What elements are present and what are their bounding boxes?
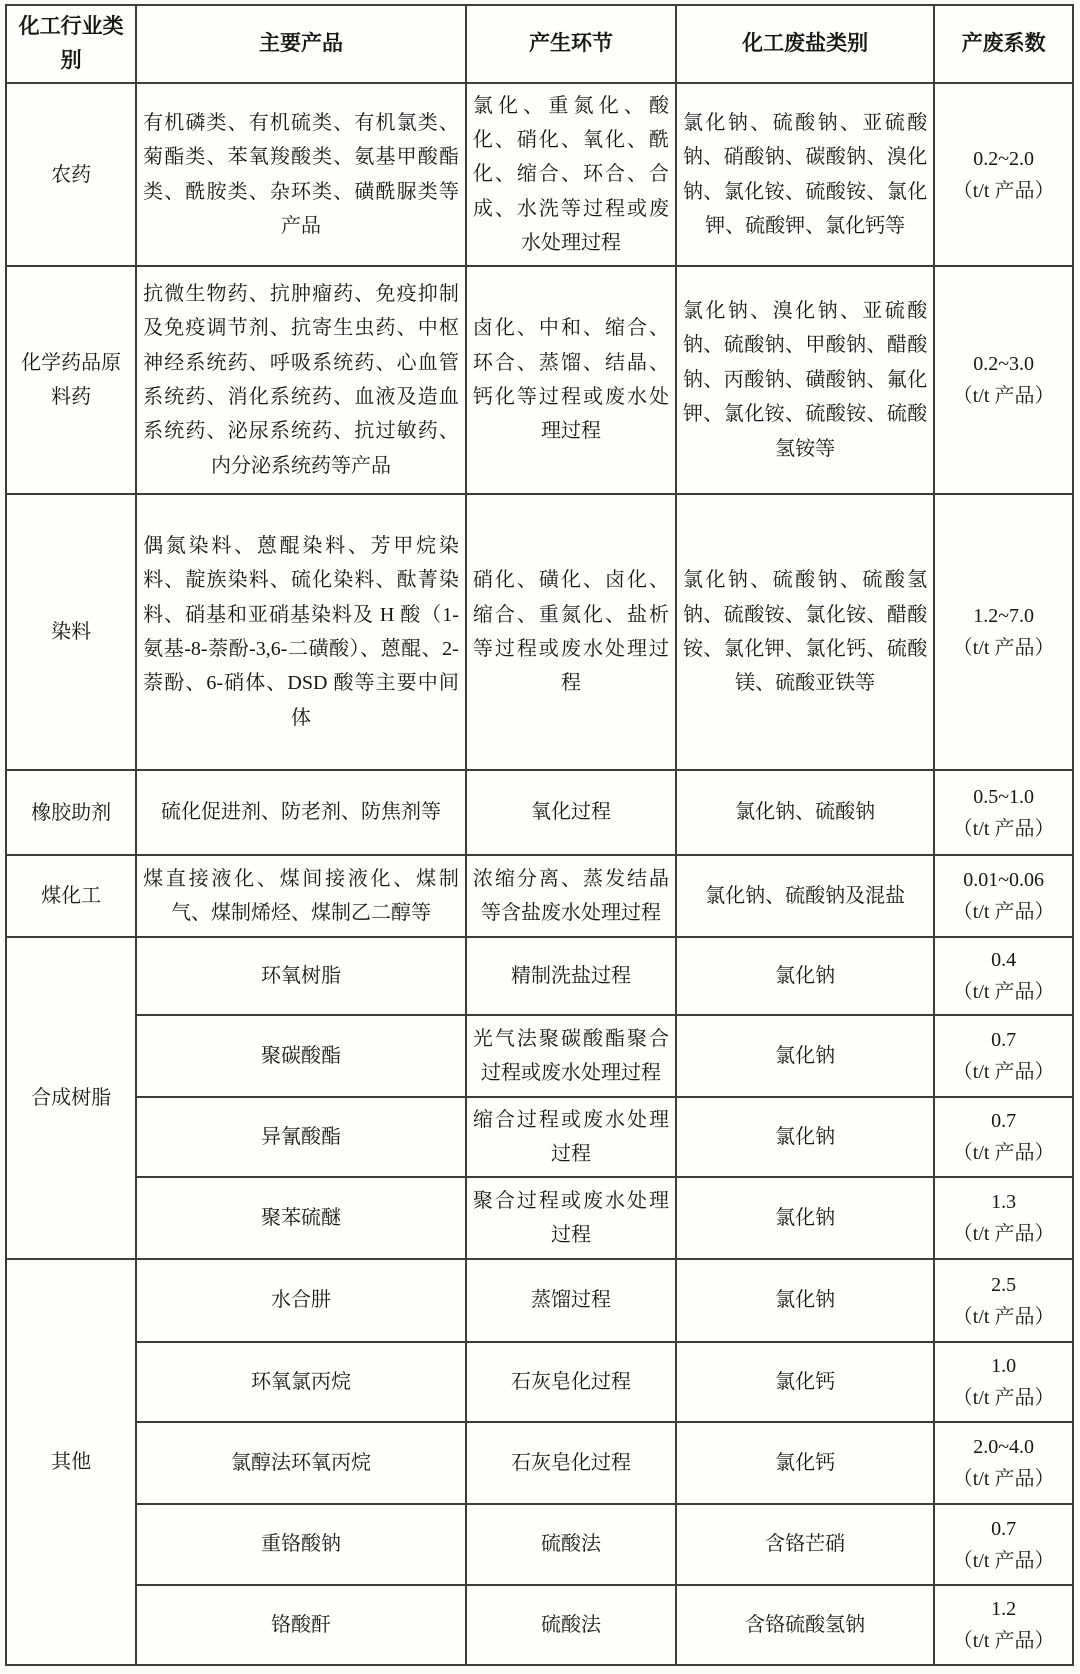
salts-cell: 氯化钠 (676, 1097, 934, 1177)
coefficient-unit: （t/t 产品） (952, 179, 1055, 202)
products-cell: 硫化促进剂、防老剂、防焦剂等 (136, 770, 466, 855)
coefficient-value: 0.01~0.06 (963, 869, 1045, 891)
table-row (6, 1097, 1073, 1177)
table-row (6, 266, 1073, 494)
coefficient-value: 1.2~7.0 (973, 605, 1035, 627)
salts-cell: 含铬芒硝 (676, 1504, 934, 1585)
products-cell: 煤直接液化、煤间接液化、煤制气、煤制烯烃、煤制乙二醇等 (136, 855, 466, 937)
category-other: 其他 (6, 1259, 136, 1665)
stage-cell: 氧化过程 (466, 770, 676, 855)
table-row (6, 1177, 1073, 1259)
category-pharma-api: 化学药品原料药 (6, 266, 136, 494)
coefficient-cell (934, 1504, 1073, 1585)
header-waste-salt-type: 化工废盐类别 (676, 5, 934, 83)
table-row (6, 937, 1073, 1015)
products-cell: 重铬酸钠 (136, 1504, 466, 1585)
coefficient-unit: （t/t 产品） (952, 901, 1055, 923)
table-row (6, 1504, 1073, 1585)
products-cell: 环氧氯丙烷 (136, 1342, 466, 1422)
coefficient-unit: （t/t 产品） (952, 1223, 1055, 1245)
coefficient-cell (934, 1015, 1073, 1097)
salts-cell: 氯化钠、硫酸钠 (676, 770, 934, 855)
products-cell: 铬酸酐 (136, 1585, 466, 1665)
table-row (6, 1422, 1073, 1504)
stage-cell: 缩合过程或废水处理过程 (466, 1097, 676, 1177)
salts-cell: 氯化钠 (676, 1177, 934, 1259)
coefficient-cell (934, 855, 1073, 937)
salts-cell: 氯化钙 (676, 1422, 934, 1504)
coefficient-cell (934, 1177, 1073, 1259)
stage-cell: 精制洗盐过程 (466, 937, 676, 1015)
coefficient-value: 1.2 (991, 1598, 1017, 1620)
chemical-waste-salt-table (5, 4, 1074, 1666)
stage-cell: 卤化、中和、缩合、环合、蒸馏、结晶、钙化等过程或废水处理过程 (466, 266, 676, 494)
salts-cell: 氯化钠、溴化钠、亚硫酸钠、硫酸钠、甲酸钠、醋酸钠、丙酸钠、磺酸钠、氟化钾、氯化铵、硫酸铵、硫酸氢铵等 (676, 266, 934, 494)
products-cell: 偶氮染料、蒽醌染料、芳甲烷染料、靛族染料、硫化染料、酞菁染料、硝基和亚硝基染料及 H 酸（1-氨基-8-萘酚-3,6-二磺酸）、蒽醌、2-萘酚、6-硝体、DSD 酸等主要中间体 (136, 494, 466, 770)
stage-cell: 硫酸法 (466, 1585, 676, 1665)
coefficient-unit: （t/t 产品） (952, 637, 1055, 659)
stage-cell: 硫酸法 (466, 1504, 676, 1585)
coefficient-cell (934, 266, 1073, 494)
coefficient-unit: （t/t 产品） (952, 1142, 1055, 1164)
table-row (6, 1259, 1073, 1342)
coefficient-value: 0.7 (991, 1110, 1017, 1132)
coefficient-value: 0.4 (991, 949, 1017, 971)
coefficient-unit: （t/t 产品） (952, 1468, 1055, 1490)
coefficient-value: 1.3 (991, 1191, 1017, 1213)
category-synthetic-resin: 合成树脂 (6, 937, 136, 1259)
stage-cell: 聚合过程或废水处理过程 (466, 1177, 676, 1259)
coefficient-unit: （t/t 产品） (952, 385, 1055, 407)
stage-cell: 石灰皂化过程 (466, 1422, 676, 1504)
salts-cell: 氯化钠 (676, 937, 934, 1015)
table-row (6, 1342, 1073, 1422)
salts-cell: 氯化钠、硫酸钠、硫酸氢钠、硫酸铵、氯化铵、醋酸铵、氯化钾、氯化钙、硫酸镁、硫酸亚铁等 (676, 494, 934, 770)
header-row (6, 5, 1073, 83)
coefficient-cell (934, 83, 1073, 266)
coefficient-unit: （t/t 产品） (952, 1061, 1055, 1083)
header-industry-category: 化工行业类别 (6, 5, 136, 83)
coefficient-cell (934, 1259, 1073, 1342)
coefficient-value: 0.7 (991, 1517, 1017, 1540)
coefficient-value: 0.5~1.0 (973, 785, 1035, 808)
products-cell: 氯醇法环氧丙烷 (136, 1422, 466, 1504)
salts-cell: 氯化钠、硫酸钠、亚硫酸钠、硝酸钠、碳酸钠、溴化钠、氯化铵、硫酸铵、氯化钾、硫酸钾、氯化钙等 (676, 83, 934, 266)
coefficient-value: 1.0 (991, 1355, 1017, 1377)
coefficient-unit: （t/t 产品） (952, 1630, 1055, 1652)
table-row (6, 1585, 1073, 1665)
coefficient-value: 2.0~4.0 (973, 1436, 1035, 1458)
salts-cell: 氯化钠 (676, 1259, 934, 1342)
coefficient-cell (934, 937, 1073, 1015)
coefficient-cell (934, 1585, 1073, 1665)
header-main-products: 主要产品 (136, 5, 466, 83)
table-row (6, 770, 1073, 855)
coefficient-cell (934, 494, 1073, 770)
table-row (6, 855, 1073, 937)
coefficient-value: 0.2~2.0 (973, 147, 1035, 170)
table-row (6, 494, 1073, 770)
products-cell: 抗微生物药、抗肿瘤药、免疫抑制及免疫调节剂、抗寄生虫药、中枢神经系统药、呼吸系统药、心血管系统药、消化系统药、血液及造血系统药、泌尿系统药、抗过敏药、内分泌系统药等产品 (136, 266, 466, 494)
coefficient-value: 2.5 (991, 1273, 1017, 1296)
products-cell: 环氧树脂 (136, 937, 466, 1015)
table-row (6, 83, 1073, 266)
coefficient-value: 0.7 (991, 1029, 1017, 1051)
products-cell: 异氰酸酯 (136, 1097, 466, 1177)
category-rubber-additive: 橡胶助剂 (6, 770, 136, 855)
products-cell: 聚碳酸酯 (136, 1015, 466, 1097)
stage-cell: 氯化、重氮化、酸化、硝化、氧化、酰化、缩合、环合、合成、水洗等过程或废水处理过程 (466, 83, 676, 266)
coefficient-unit: （t/t 产品） (952, 1549, 1055, 1572)
coefficient-unit: （t/t 产品） (952, 1387, 1055, 1409)
salts-cell: 含铬硫酸氢钠 (676, 1585, 934, 1665)
stage-cell: 浓缩分离、蒸发结晶等含盐废水处理过程 (466, 855, 676, 937)
coefficient-cell (934, 1342, 1073, 1422)
products-cell: 水合肼 (136, 1259, 466, 1342)
stage-cell: 硝化、磺化、卤化、缩合、重氮化、盐析等过程或废水处理过程 (466, 494, 676, 770)
products-cell: 有机磷类、有机硫类、有机氯类、菊酯类、苯氧羧酸类、氨基甲酸酯类、酰胺类、杂环类、磺酰脲类等产品 (136, 83, 466, 266)
products-cell: 聚苯硫醚 (136, 1177, 466, 1259)
coefficient-cell (934, 770, 1073, 855)
header-waste-coefficient: 产废系数 (934, 5, 1073, 83)
category-coal-chemical: 煤化工 (6, 855, 136, 937)
stage-cell: 光气法聚碳酸酯聚合过程或废水处理过程 (466, 1015, 676, 1097)
category-pesticide: 农药 (6, 83, 136, 266)
category-dye: 染料 (6, 494, 136, 770)
coefficient-value: 0.2~3.0 (973, 353, 1035, 375)
salts-cell: 氯化钙 (676, 1342, 934, 1422)
header-production-stage: 产生环节 (466, 5, 676, 83)
stage-cell: 蒸馏过程 (466, 1259, 676, 1342)
coefficient-unit: （t/t 产品） (952, 1305, 1055, 1328)
coefficient-unit: （t/t 产品） (952, 981, 1055, 1003)
coefficient-cell (934, 1097, 1073, 1177)
coefficient-unit: （t/t 产品） (952, 817, 1055, 840)
table-row (6, 1015, 1073, 1097)
salts-cell: 氯化钠 (676, 1015, 934, 1097)
coefficient-cell (934, 1422, 1073, 1504)
salts-cell: 氯化钠、硫酸钠及混盐 (676, 855, 934, 937)
stage-cell: 石灰皂化过程 (466, 1342, 676, 1422)
